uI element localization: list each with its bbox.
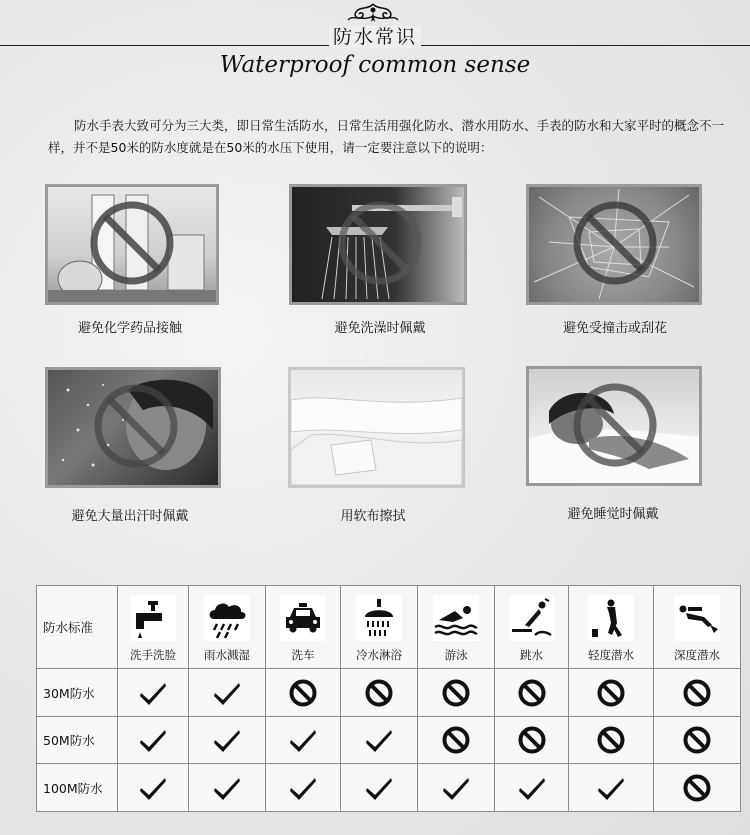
table-header-label: 防水标准 [37, 586, 118, 669]
column-header: 跳水 [495, 586, 569, 669]
checkmark-icon [212, 725, 242, 755]
column-header: 洗车 [266, 586, 341, 669]
column-header: 游泳 [418, 586, 495, 669]
intro-paragraph: 防水手表大致可分为三大类，即日常生活防水，日常生活用强化防水、潜水用防水、手表的防水和大家平时的概念不一样，并不是50米的防水度就是在50米的水压下使用，请一定要注意以下的说明： [48, 118, 725, 155]
ornament-icon [338, 2, 408, 24]
photo-caption: 避免受撞击或刮花 [562, 321, 667, 336]
photo-caption: 避免化学药品接触 [77, 321, 182, 336]
checkmark-icon [517, 773, 547, 803]
rating-cell [266, 764, 341, 812]
rating-cell [495, 764, 569, 812]
checkmark-icon [288, 773, 318, 803]
checkmark-icon [212, 773, 242, 803]
shower-head-icon [356, 595, 402, 641]
rain-cloud-icon [204, 595, 250, 641]
photo-caption: 避免洗澡时佩戴 [334, 321, 426, 336]
prohibited-icon [682, 725, 712, 755]
sleeping-photo [526, 366, 702, 486]
column-header: 轻度潜水 [569, 586, 654, 669]
table-row [37, 669, 741, 717]
rating-cell [189, 764, 266, 812]
rating-cell [341, 764, 418, 812]
waterproof-spec-table [36, 585, 741, 812]
rating-cell [495, 669, 569, 717]
prohibited-icon [441, 725, 471, 755]
prohibited-icon [90, 380, 182, 472]
rating-cell [569, 669, 654, 717]
towel-photo [288, 367, 465, 488]
row-label: 100M防水 [37, 764, 118, 812]
rating-cell [118, 717, 189, 764]
rating-cell [118, 764, 189, 812]
prohibited-icon [517, 678, 547, 708]
row-label: 30M防水 [37, 669, 118, 717]
chemicals-photo [45, 184, 219, 305]
prohibited-icon [682, 773, 712, 803]
rating-cell [189, 717, 266, 764]
rating-cell [418, 764, 495, 812]
checkmark-icon [364, 725, 394, 755]
diver-jump-icon [509, 595, 555, 641]
rating-cell [569, 764, 654, 812]
checkmark-icon [212, 678, 242, 708]
column-header: 深度潜水 [654, 586, 741, 669]
photo-caption: 避免大量出汗时佩戴 [71, 509, 189, 524]
shower-photo [289, 184, 467, 305]
checkmark-icon [288, 725, 318, 755]
prohibited-icon [288, 678, 318, 708]
scuba-icon [674, 595, 720, 641]
car-icon [280, 595, 326, 641]
column-header: 冷水淋浴 [341, 586, 418, 669]
prohibited-icon [569, 379, 661, 471]
prohibited-icon [569, 197, 661, 289]
prohibited-icon [334, 197, 426, 289]
page-subtitle: Waterproof common sense [219, 52, 531, 78]
prohibited-icon [86, 197, 178, 289]
rating-cell [266, 717, 341, 764]
prohibited-icon [682, 678, 712, 708]
page-title: 防水常识 [0, 22, 750, 49]
checkmark-icon [138, 773, 168, 803]
checkmark-icon [138, 678, 168, 708]
snorkel-icon [588, 595, 634, 641]
cracked-glass-photo [526, 184, 702, 305]
table-row [37, 717, 741, 764]
checkmark-icon [441, 773, 471, 803]
prohibited-icon [596, 678, 626, 708]
rating-cell [569, 717, 654, 764]
prohibited-icon [441, 678, 471, 708]
rating-cell [654, 717, 741, 764]
column-header: 洗手洗脸 [118, 586, 189, 669]
checkmark-icon [596, 773, 626, 803]
rating-cell [654, 764, 741, 812]
table-row [37, 764, 741, 812]
row-label: 50M防水 [37, 717, 118, 764]
photo-caption: 用软布擦拭 [340, 509, 406, 524]
faucet-icon [130, 595, 176, 641]
prohibited-icon [596, 725, 626, 755]
rating-cell [341, 669, 418, 717]
swimmer-icon [433, 595, 479, 641]
prohibited-icon [517, 725, 547, 755]
sweat-photo [45, 367, 221, 488]
rating-cell [189, 669, 266, 717]
checkmark-icon [364, 773, 394, 803]
rating-cell [341, 717, 418, 764]
rating-cell [266, 669, 341, 717]
rating-cell [495, 717, 569, 764]
checkmark-icon [138, 725, 168, 755]
prohibited-icon [364, 678, 394, 708]
rating-cell [418, 669, 495, 717]
rating-cell [118, 669, 189, 717]
column-header: 雨水溅湿 [189, 586, 266, 669]
rating-cell [654, 669, 741, 717]
rating-cell [418, 717, 495, 764]
photo-caption: 避免睡觉时佩戴 [567, 507, 659, 522]
